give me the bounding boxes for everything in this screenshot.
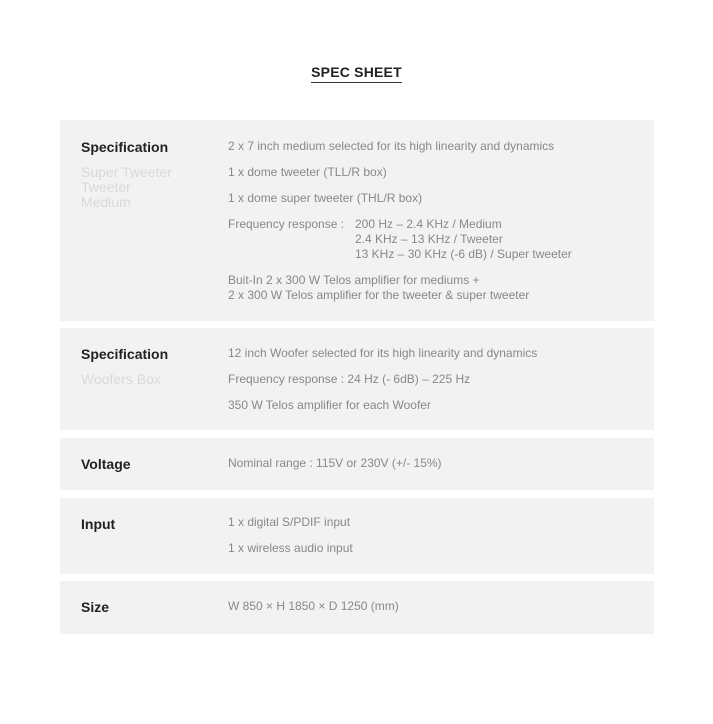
frequency-value: 13 KHz – 30 KHz (-6 dB) / Super tweeter [355, 247, 572, 261]
page-title [0, 64, 713, 83]
spec-line: 12 inch Woofer selected for its high linearity and dynamics [228, 346, 538, 360]
section-heading: Specification [81, 139, 169, 155]
spec-line: 2 x 7 inch medium selected for its high linearity and dynamics [228, 139, 555, 153]
amplifier-line: 2 x 300 W Telos amplifier for the tweeter & super tweeter [228, 288, 530, 302]
spec-line: 350 W Telos amplifier for each Woofer [228, 398, 431, 412]
sublabel-tweeter: Tweeter [81, 179, 131, 195]
spec-line: 1 x wireless audio input [228, 541, 353, 555]
frequency-value: 2.4 KHz – 13 KHz / Tweeter [355, 232, 503, 246]
sublabel-woofers-box: Woofers Box [81, 371, 161, 387]
frequency-value: 200 Hz – 2.4 KHz / Medium [355, 217, 502, 231]
spec-card-size [60, 581, 654, 634]
spec-line: Nominal range : 115V or 230V (+/- 15%) [228, 456, 442, 470]
spec-card-voltage [60, 438, 654, 490]
sublabel-super-tweeter: Super Tweeter [81, 164, 172, 180]
spec-card-input [60, 498, 654, 574]
spec-line: 1 x dome tweeter (TLL/R box) [228, 165, 387, 179]
page-title-text: SPEC SHEET [311, 64, 402, 83]
amplifier-line: Buit-In 2 x 300 W Telos amplifier for mediums + [228, 273, 480, 287]
frequency-response-label: Frequency response : [228, 217, 345, 231]
frequency-response-block [228, 217, 572, 262]
sublabel-medium: Medium [81, 194, 131, 210]
spec-card-woofers [60, 328, 654, 430]
spec-line: Frequency response : 24 Hz (- 6dB) – 225 Hz [228, 372, 471, 386]
section-heading: Size [81, 599, 110, 615]
spec-line: W 850 × H 1850 × D 1250 (mm) [228, 599, 399, 613]
section-heading: Specification [81, 346, 169, 362]
spec-card-speakers [60, 120, 654, 321]
section-heading: Input [81, 516, 116, 532]
section-heading: Voltage [81, 456, 131, 472]
spec-line: 1 x digital S/PDIF input [228, 515, 351, 529]
spec-line: 1 x dome super tweeter (THL/R box) [228, 191, 423, 205]
